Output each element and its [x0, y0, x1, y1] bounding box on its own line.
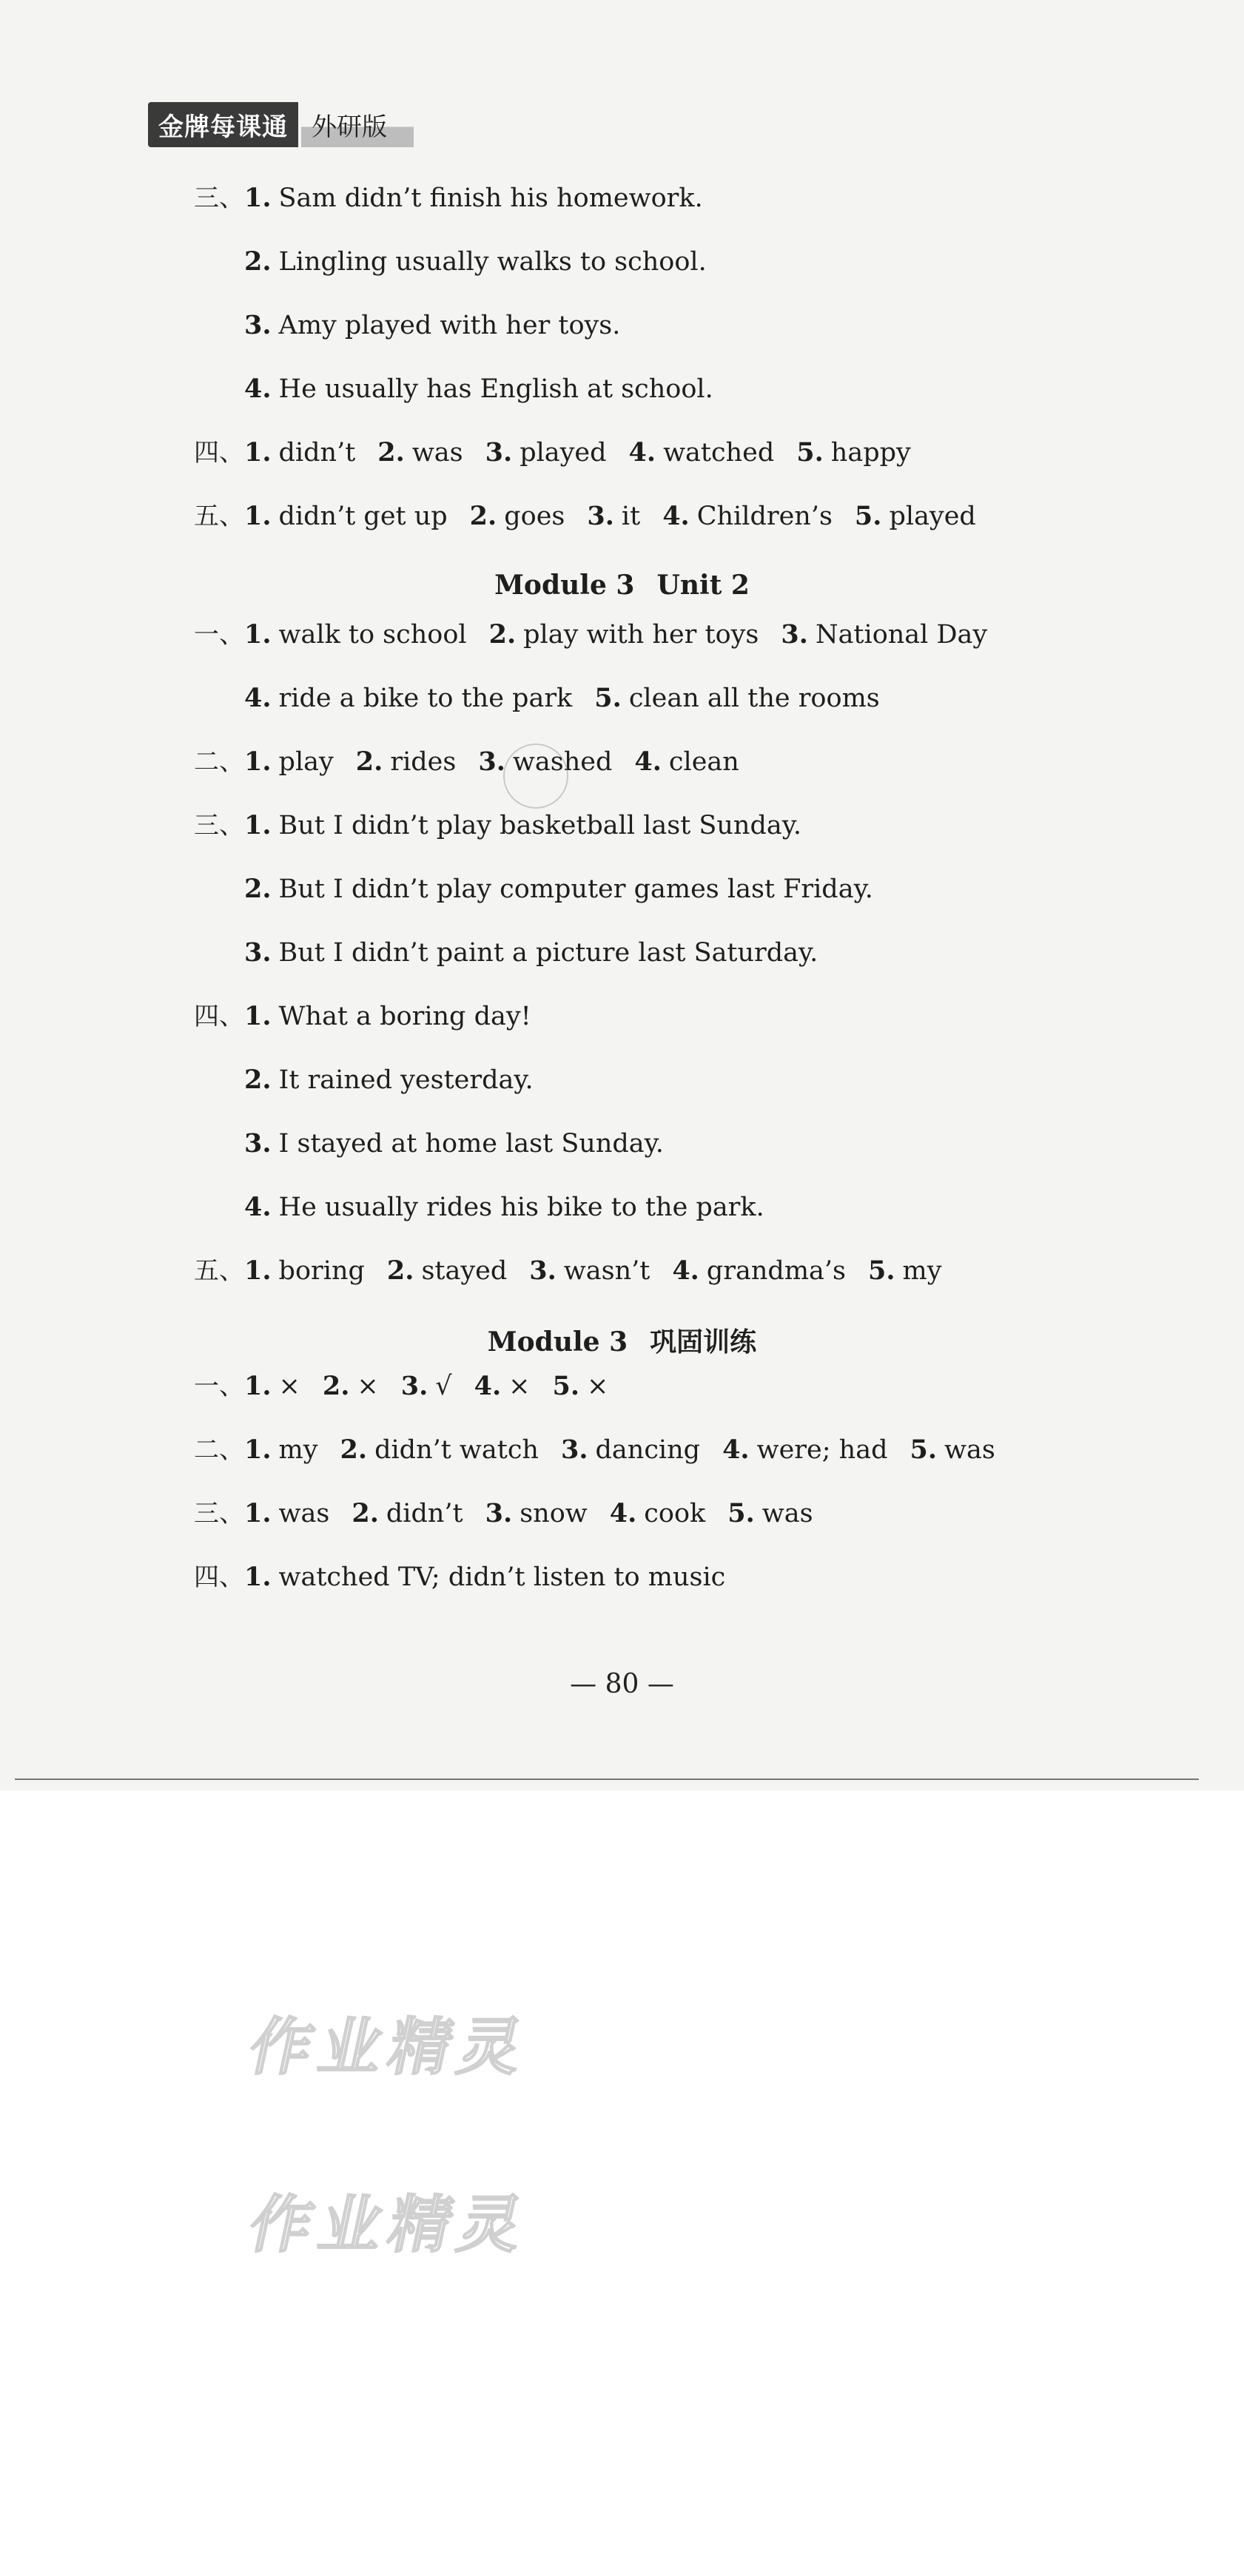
answer-line	[244, 876, 873, 903]
answer-text: grandma’s	[706, 1256, 846, 1286]
answer-text: washed	[512, 747, 613, 777]
answer-text: I stayed at home last Sunday.	[278, 1129, 664, 1159]
item-number: 4.	[634, 746, 662, 777]
answer-line	[244, 312, 620, 339]
section-prefix: 二、	[194, 747, 244, 777]
item-number: 2.	[244, 1065, 272, 1095]
heading-module3-review	[0, 1321, 1244, 1359]
answer-line	[194, 746, 739, 777]
answer-line	[194, 1434, 995, 1465]
answer-text: clean all the rooms	[628, 684, 880, 713]
item-number: 4.	[662, 501, 690, 531]
item-number: 1.	[244, 183, 272, 213]
page-number: — 80 —	[570, 1669, 674, 1699]
section-prefix: 三、	[194, 1499, 244, 1528]
answer-text: It rained yesterday.	[278, 1065, 534, 1095]
section-prefix: 五、	[194, 502, 244, 531]
answer-text: watched	[663, 438, 775, 468]
item-number: 4.	[609, 1498, 637, 1528]
item-number: 5.	[867, 1255, 895, 1286]
section-prefix: 一、	[194, 1372, 244, 1401]
answer-line	[244, 937, 818, 968]
answer-line	[244, 246, 707, 277]
item-number: 1.	[244, 746, 272, 777]
answer-text: were; had	[756, 1435, 888, 1465]
answer-text: it	[621, 502, 641, 531]
answer-text: was	[411, 438, 463, 468]
answer-line	[194, 503, 976, 530]
answer-text: snow	[520, 1499, 588, 1528]
item-number: 5.	[552, 1371, 580, 1401]
answer-line	[194, 439, 911, 466]
answer-text: He usually rides his bike to the park.	[278, 1193, 764, 1222]
item-number: 2.	[244, 246, 272, 277]
answer-text: ×	[587, 1372, 609, 1401]
answer-text: Children’s	[696, 502, 833, 531]
answer-text: √	[435, 1372, 452, 1401]
item-number: 3.	[400, 1371, 428, 1401]
section-prefix: 四、	[194, 1562, 244, 1592]
watermark-1: 作业精灵	[243, 2011, 537, 2083]
answer-text: play with her toys	[523, 620, 759, 650]
answer-line	[194, 812, 801, 839]
item-number: 3.	[781, 619, 808, 650]
item-number: 4.	[244, 683, 272, 713]
section-prefix: 二、	[194, 1435, 244, 1465]
item-number: 2.	[352, 1498, 379, 1528]
answer-text: ride a bike to the park	[278, 684, 573, 713]
answer-text: played	[520, 438, 607, 468]
answer-text: was	[944, 1435, 995, 1465]
item-number: 4.	[672, 1255, 699, 1286]
heading-module: Module 3	[494, 570, 635, 601]
answer-text: ×	[508, 1372, 531, 1401]
section-prefix: 四、	[194, 438, 244, 468]
answer-text: Sam didn’t finish his homework.	[278, 183, 703, 213]
item-number: 4.	[244, 1192, 272, 1222]
answer-text: cook	[644, 1499, 706, 1528]
answer-line	[244, 1130, 664, 1157]
answer-text: didn’t watch	[374, 1435, 539, 1465]
item-number: 3.	[560, 1434, 588, 1465]
answer-line	[194, 185, 703, 212]
item-number: 3.	[478, 746, 505, 777]
answer-text: But I didn’t play basketball last Sunday.	[278, 811, 801, 840]
answer-line	[194, 1003, 531, 1030]
answer-text: He usually has English at school.	[278, 374, 713, 404]
item-number: 2.	[469, 501, 497, 531]
item-number: 1.	[244, 1371, 272, 1401]
answer-text: played	[889, 502, 976, 531]
answer-text: ×	[278, 1372, 300, 1401]
section-prefix: 四、	[194, 1002, 244, 1031]
faint-seal-stamp	[503, 744, 568, 809]
item-number: 3.	[244, 937, 272, 968]
answer-line	[194, 1564, 725, 1591]
item-number: 4.	[474, 1371, 502, 1401]
item-number: 4.	[722, 1434, 750, 1465]
item-number: 2.	[355, 746, 383, 777]
item-number: 1.	[244, 437, 272, 468]
answer-text: was	[278, 1499, 330, 1528]
answer-text: happy	[830, 438, 911, 468]
item-number: 1.	[244, 1255, 272, 1286]
answer-line	[244, 1067, 534, 1093]
item-number: 3.	[244, 310, 272, 340]
answer-text: But I didn’t play computer games last Friday.	[278, 874, 873, 904]
section-prefix: 三、	[194, 183, 244, 213]
page-bottom-rule	[15, 1778, 1199, 1780]
answer-text: walk to school	[278, 620, 467, 650]
answer-text: my	[278, 1435, 318, 1465]
item-number: 1.	[244, 1434, 272, 1465]
section-prefix: 一、	[194, 620, 244, 650]
section-prefix: 五、	[194, 1256, 244, 1286]
heading-module: Module 3	[487, 1326, 628, 1358]
answer-text: But I didn’t paint a picture last Saturday.	[278, 938, 818, 968]
heading-unit: Unit 2	[656, 570, 750, 601]
item-number: 3.	[529, 1255, 557, 1286]
answer-text: play	[278, 747, 334, 777]
item-number: 4.	[244, 374, 272, 404]
item-number: 1.	[244, 1498, 272, 1528]
item-number: 2.	[377, 437, 405, 468]
answer-line	[244, 376, 713, 402]
answer-text: National Day	[815, 620, 988, 650]
answer-text: clean	[668, 747, 739, 777]
item-number: 1.	[244, 501, 272, 531]
answer-text: my	[902, 1256, 942, 1286]
answer-text: goes	[504, 502, 565, 531]
page-header	[148, 104, 414, 145]
heading-module3-unit2	[0, 570, 1244, 601]
answer-text: Amy played with her toys.	[278, 311, 621, 340]
item-number: 2.	[244, 874, 272, 904]
item-number: 5.	[854, 501, 882, 531]
item-number: 2.	[386, 1255, 414, 1286]
item-number: 2.	[322, 1371, 350, 1401]
answer-text: watched TV; didn’t listen to music	[278, 1562, 726, 1592]
item-number: 1.	[244, 1562, 272, 1592]
item-number: 5.	[727, 1498, 755, 1528]
answer-text: ×	[357, 1372, 379, 1401]
item-number: 5.	[594, 683, 622, 713]
answer-text: didn’t	[386, 1499, 463, 1528]
answer-text: wasn’t	[563, 1256, 650, 1286]
answer-text: What a boring day!	[278, 1002, 531, 1031]
section-prefix: 三、	[194, 811, 244, 840]
answer-text: Lingling usually walks to school.	[278, 247, 707, 277]
item-number: 3.	[485, 437, 513, 468]
answer-line	[194, 621, 987, 648]
item-number: 2.	[488, 619, 517, 650]
heading-unit: 巩固训练	[650, 1326, 757, 1358]
answer-text: didn’t get up	[278, 502, 448, 531]
item-number: 3.	[485, 1498, 513, 1528]
answer-line	[244, 1194, 764, 1221]
item-number: 2.	[340, 1434, 368, 1465]
edition-label: 外研版	[301, 102, 414, 147]
item-number: 3.	[587, 501, 614, 531]
answer-text: boring	[278, 1256, 365, 1286]
item-number: 3.	[244, 1128, 272, 1159]
item-number: 5.	[910, 1434, 938, 1465]
answer-text: stayed	[421, 1256, 508, 1286]
item-number: 4.	[628, 437, 656, 468]
item-number: 5.	[796, 437, 824, 468]
answer-text: was	[761, 1499, 813, 1528]
brand-label: 金牌每课通	[148, 102, 298, 147]
item-number: 1.	[244, 810, 272, 840]
item-number: 1.	[244, 619, 272, 650]
answer-line	[194, 1255, 942, 1286]
answer-line	[194, 1500, 813, 1527]
answer-line	[244, 685, 880, 712]
answer-text: dancing	[595, 1435, 701, 1465]
watermark-2: 作业精灵	[243, 2188, 537, 2261]
answer-text: rides	[390, 747, 457, 777]
answer-line	[194, 1373, 608, 1400]
answer-text: didn’t	[278, 438, 356, 468]
item-number: 1.	[244, 1001, 272, 1031]
